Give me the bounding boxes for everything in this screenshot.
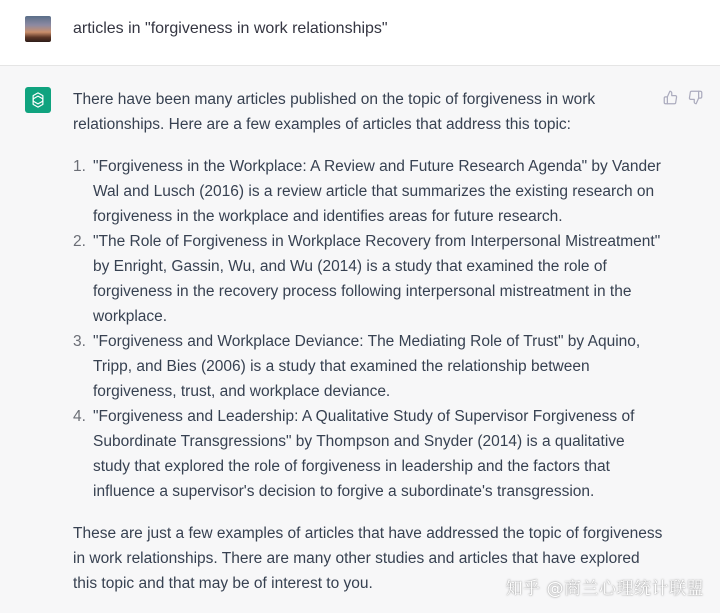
- list-item: [73, 154, 663, 229]
- list-item-number: 4.: [73, 408, 86, 425]
- thumbs-down-icon[interactable]: [688, 90, 703, 105]
- user-prompt-text: articles in "forgiveness in work relationships": [73, 20, 388, 37]
- openai-logo-icon: [25, 87, 51, 113]
- list-item-number: 3.: [73, 333, 86, 350]
- list-item-text: "The Role of Forgiveness in Workplace Recovery from Interpersonal Mistreatment" by Enright, Gassin, Wu, and Wu (2014) is a study that examined the role of forgiveness in the recovery process following interpersonal mistreatment in the workplace.: [93, 233, 661, 325]
- assistant-response: [73, 87, 663, 596]
- response-outro: These are just a few examples of articles that have addressed the topic of forgiveness in work relationships. There are many other studies and articles that have explored this topic and that may be of interest to you.: [73, 525, 663, 592]
- list-item-number: 2.: [73, 233, 86, 250]
- assistant-message-row: [0, 66, 720, 613]
- article-list: [73, 154, 663, 504]
- list-item-text: "Forgiveness and Workplace Deviance: The Mediating Role of Trust" by Aquino, Tripp, and Bies (2006) is a study that examined the relationship between forgiveness, trust, and workplace deviance.: [93, 333, 641, 400]
- user-avatar: [25, 16, 51, 42]
- list-item: [73, 229, 663, 329]
- list-item-text: "Forgiveness and Leadership: A Qualitative Study of Supervisor Forgiveness of Subordinate Transgressions" by Thompson and Snyder (2014) is a qualitative study that explored the role of forgiveness in leadership and the factors that influence a supervisor's decision to forgive a subordinate's transgression.: [93, 408, 635, 500]
- message-actions: [663, 90, 703, 105]
- watermark: 知乎 @商兰心理统计联盟: [505, 579, 704, 599]
- thumbs-up-icon[interactable]: [663, 90, 678, 105]
- user-message-row: [0, 0, 720, 66]
- list-item: [73, 404, 663, 504]
- list-item-text: "Forgiveness in the Workplace: A Review and Future Research Agenda" by Vander Wal and Lusch (2016) is a review article that summarizes the existing research on forgiveness in the workplace and identifies areas for future research.: [93, 158, 661, 225]
- response-intro: There have been many articles published on the topic of forgiveness in work relationships. Here are a few examples of articles that address this topic:: [73, 91, 596, 133]
- list-item-number: 1.: [73, 158, 86, 175]
- list-item: [73, 329, 663, 404]
